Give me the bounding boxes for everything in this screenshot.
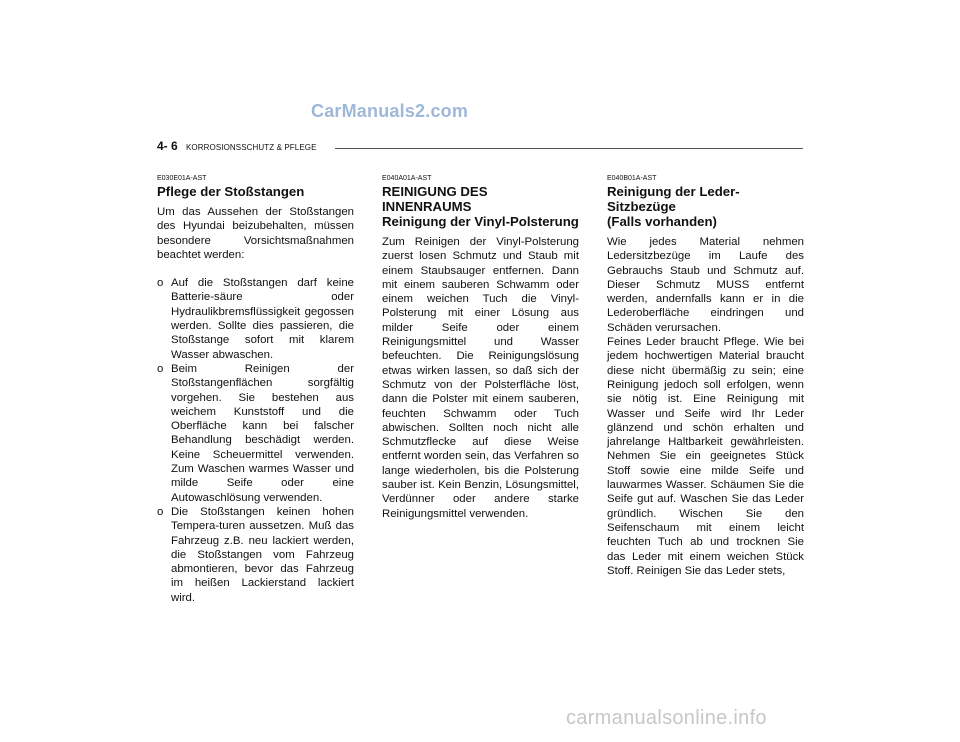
intro-paragraph: Um das Aussehen der Stoßstangen des Hyundai beizubehalten, müssen besondere Vorsichtsmaßnahmen beachtet werden: [157,206,354,261]
column-bumper-care [157,175,354,605]
list-item-text: Die Stoßstangen keinen hohen Tempera-turen aussetzen. Muß das Fahrzeug z.B. neu lackiert werden, die Stoßstangen vom Fahrzeug abmontieren, bevor das Fahrzeug im heißen Lackierstand lackiert wird. [171,505,354,604]
list-item [157,505,354,605]
list-item-text: Auf die Stoßstangen darf keine Batterie-säure oder Hydraulikbremsflüssigkeit gegossen werden. Sollte dies passieren, die Stoßstange sofort mit klarem Wasser abwaschen. [171,277,354,361]
heading-line: (Falls vorhanden) [607,214,717,229]
bullet-list [157,276,354,605]
section-code: E040A01A-AST [382,175,432,182]
bullet-marker: o [157,362,164,375]
list-item-text: Beim Reinigen der Stoßstangenflächen sorgfältig vorgehen. Sie bestehen aus weichem Kunststoff und die Oberfläche kann bei falscher Behandlung beschädigt werden. Keine Scheuermittel verwenden. Zum Waschen warmes Wasser und milde Seife oder eine Autowaschlösung verwenden. [171,362,354,504]
section-heading [607,184,804,229]
body-paragraph: Wie jedes Material nehmen Ledersitzbezüge im Laufe des Gebrauchs Staub und Schmutz auf. Dieser Schmutz MUSS entfernt werden, andernfalls kann er in die Lederoberfläche eindringen und Schäden verursachen. [607,236,804,334]
heading-line: Reinigung der Leder- [607,184,740,199]
section-code: E030E01A-AST [157,175,207,182]
heading-line: Sitzbezüge [607,199,676,214]
column-vinyl-cleaning [382,175,579,521]
column-leather-cleaning [607,175,804,578]
heading-line: REINIGUNG DES INNENRAUMS [382,184,488,214]
section-heading: Pflege der Stoßstangen [157,184,305,199]
list-item [157,276,354,362]
heading-line: Reinigung der Vinyl-Polsterung [382,214,579,229]
bullet-marker: o [157,505,164,518]
watermark-carmanuals2: CarManuals2.com [311,101,469,121]
watermark-carmanualsonline: carmanualsonline.info [566,707,767,729]
body-paragraph: Feines Leder braucht Pflege. Wie bei jedem hochwertigen Material braucht diese nicht übermäßig zu sein; eine Reinigung jedoch soll erfolgen, wenn sie nötig ist. Eine Reinigung mit Wasser und Seife wird Ihr Leder glänzend und schön erhalten und jahrelange Haltbarkeit gewährleisten. Nehmen Sie ein geeignetes Stück Stoff sowie eine milde Seife und lauwarmes Wasser. Schäumen Sie die Seife gut auf. Waschen Sie das Leder gründlich. Wischen Sie den Seifenschaum mit einem leicht feuchten Tuch ab und trocknen Sie das Leder mit einem weichen Stück Stoff. Reinigen Sie das Leder stets, [607,336,804,577]
section-title: KORROSIONSSCHUTZ & PFLEGE [186,143,317,152]
section-heading [382,184,579,229]
header-divider [335,148,803,149]
section-code: E040B01A-AST [607,175,657,182]
page-number: 4- 6 [157,139,178,153]
list-item [157,362,354,505]
body-paragraph: Zum Reinigen der Vinyl-Polsterung zuerst losen Schmutz und Staub mit einem Staubsauger entfernen. Dann mit einem sauberen Schwamm oder einem weichen Tuch die Vinyl-Polsterung mit einer Lösung aus milder Seife oder einem Reinigungsmittel und Wasser befeuchten. Die Reinigungslösung etwas wirken lassen, so daß sich der Schmutz von der Polsterfläche löst, dann die Polster mit einem sauberen, feuchten Schwamm oder Tuch abwischen. Sollten noch nicht alle Schmutzflecke auf diese Weise entfernt worden sein, das Verfahren so lange wiederholen, bis die Polsterung sauber ist. Kein Benzin, Lösungsmittel, Verdünner oder andere starke Reinigungsmittel verwenden. [382,236,579,520]
bullet-marker: o [157,277,164,290]
page-header [157,139,803,157]
